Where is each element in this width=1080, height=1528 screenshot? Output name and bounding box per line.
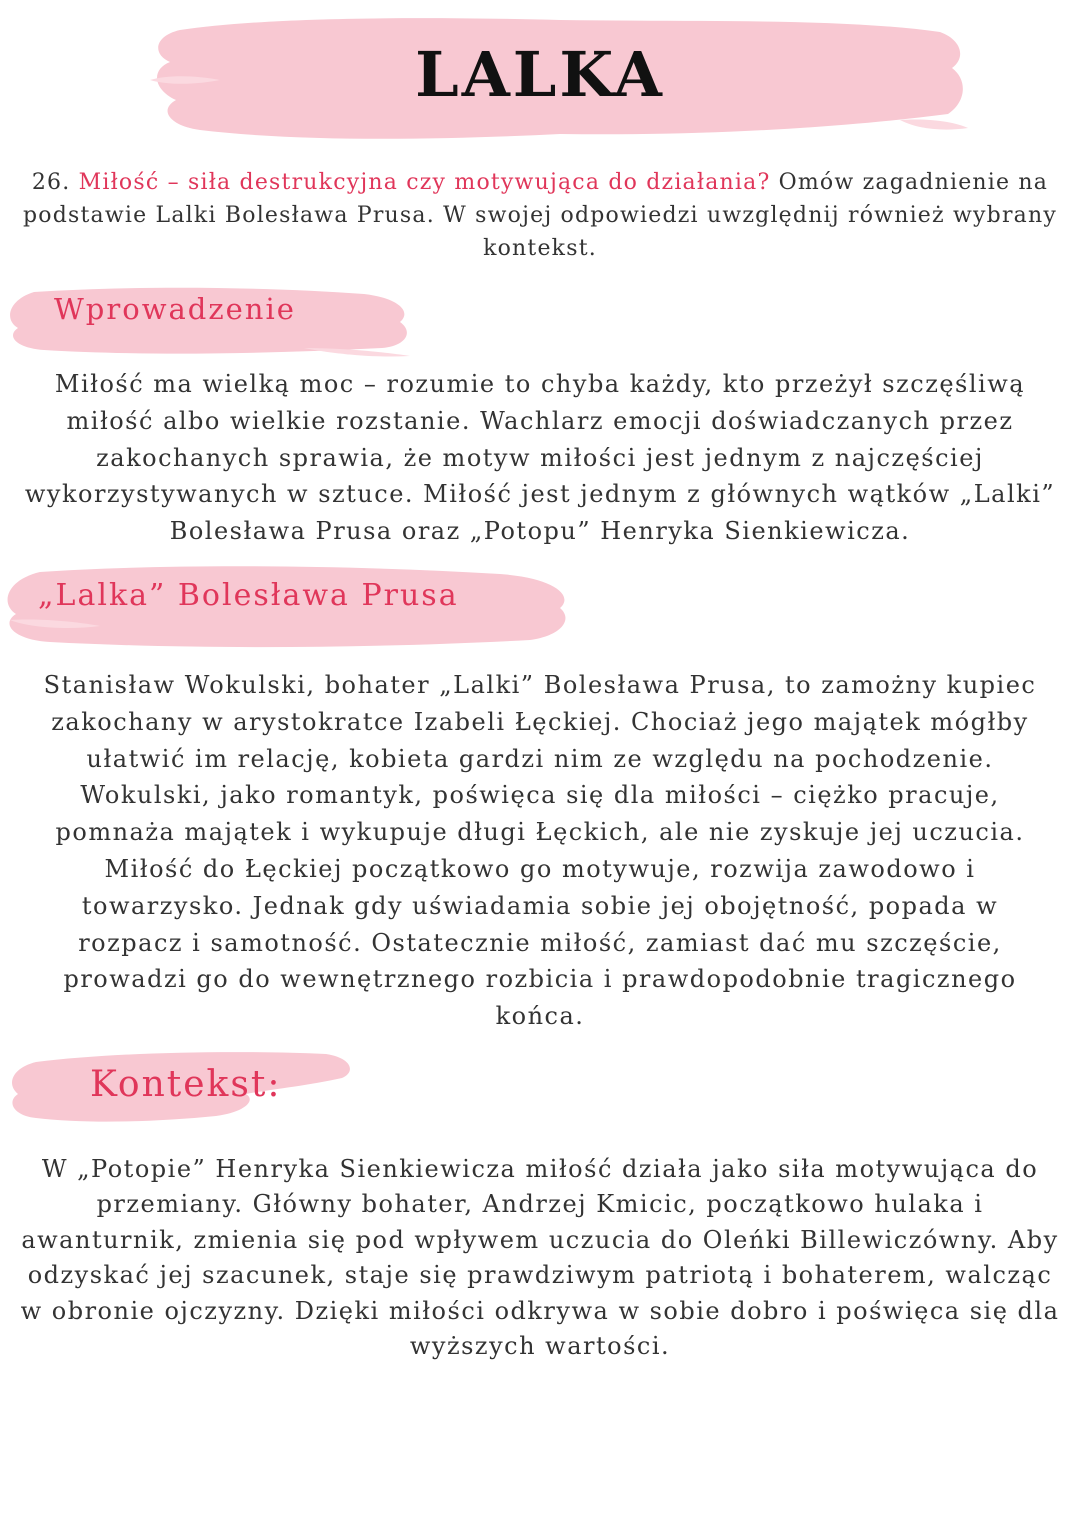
context-paragraph: W „Potopie” Henryka Sienkiewicza miłość działa jako siła motywująca do przemiany. Główny bohater, Andrzej Kmicic, początkowo hulaka i awanturnik, zmienia się pod wpływem uczucia do Oleńki Billewiczówny. Aby odzyskać jej szacunek, staje się prawdziwym patriotą i bohaterem, walcząc w obronie ojczyzny. Dzięki miłości odkrywa w sobie dobro i poświęca się dla wyższych wartości. [20,1155,1060,1361]
page-title: LALKA [415,38,665,111]
question-number: 26. [31,170,79,195]
lalka-paragraph: Stanisław Wokulski, bohater „Lalki” Bolesława Prusa, to zamożny kupiec zakochany w arystokratce Izabeli Łęckiej. Chociaż jego majątek mógłby ułatwić im relację, kobieta gardzi nim ze względu na pochodzenie. Wokulski, jako romantyk, poświęca się dla miłości – ciężko pracuje, pomnaża majątek i wykupuje długi Łęckich, ale nie zyskuje jej uczucia. Miłość do Łęckiej początkowo go motywuje, rozwija zawodowo i towarzysko. Jednak gdy uświadamia sobie jej obojętność, popada w rozpacz i samotność. Ostatecznie miłość, zamiast dać mu szczęście, prowadzi go do wewnętrznego rozbicia i prawdopodobnie tragicznego końca. [43,671,1037,1031]
context-heading: Kontekst: [90,1064,282,1105]
intro-heading: Wprowadzenie [54,292,296,326]
question-instructions: Omów zagadnienie na podstawie Lalki Bolesława Prusa. W swojej odpowiedzi uwzględnij również wybrany kontekst. [23,170,1057,261]
essay-question [0,166,1080,265]
intro-paragraph: Miłość ma wielką moc – rozumie to chyba każdy, kto przeżył szczęśliwą miłość albo wielkie rozstanie. Wachlarz emocji doświadczanych przez zakochanych sprawia, że motyw miłości jest jednym z najczęściej wykorzystywanych w sztuce. Miłość jest jednym z głównych wątków „Lalki” Bolesława Prusa oraz „Potopu” Henryka Sienkiewicza. [24,370,1056,546]
question-topic: Miłość – siła destrukcyjna czy motywująca do działania? [78,170,771,195]
lalka-heading: „Lalka” Bolesława Prusa [38,578,459,613]
